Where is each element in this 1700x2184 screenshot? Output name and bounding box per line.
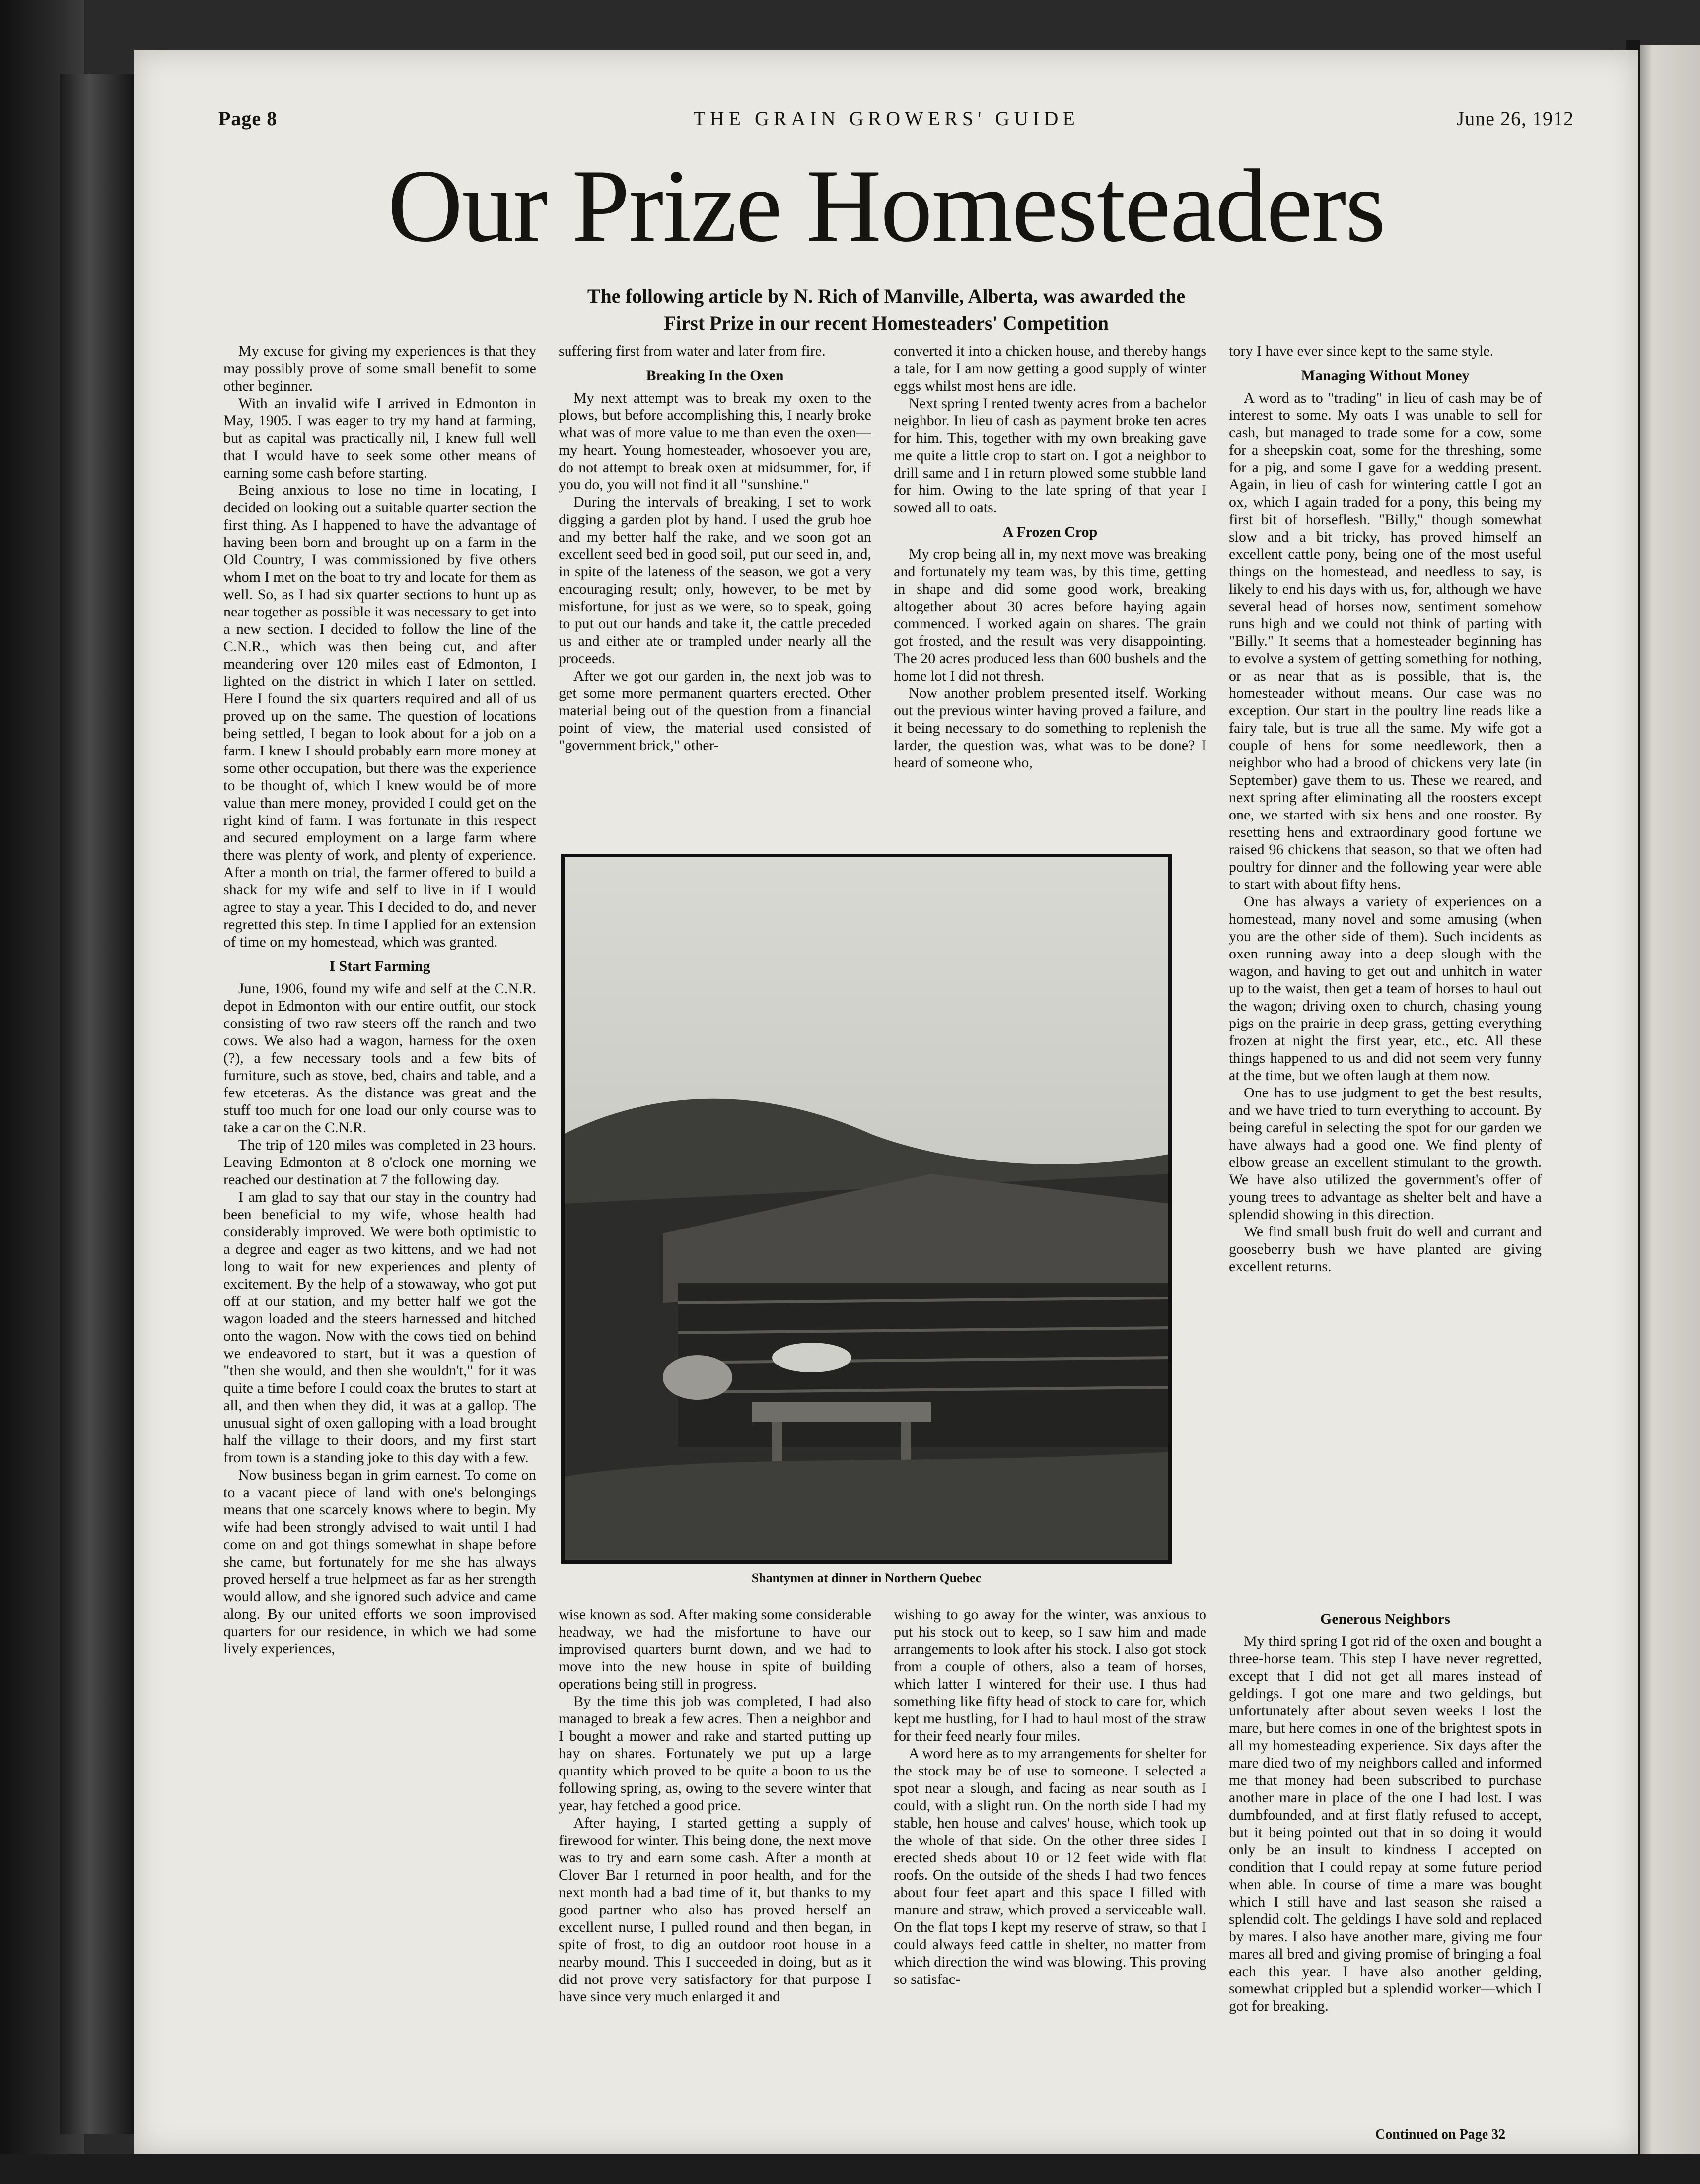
paragraph: wise known as sod. After making some considerable headway, we had the misfortune to have our improvised quarters burnt down, and we had to move into the new house in spite of building operations being still in progress. [559, 1606, 871, 1692]
adjacent-page-edge [1640, 45, 1700, 2154]
section-heading: Generous Neighbors [1320, 1611, 1450, 1627]
paragraph: A word here as to my arrangements for shelter for the stock may be of use to someone. I selected a spot near a slough, and facing as near south as I could, with a slight run. On the north side I had my stable, hen house and calves' house, which took up the whole of that side. On the other three sides I erected sheds about 10 or 12 feet wide with flat roofs. On the outside of the sheds I had two fences about four feet apart and this space I filled with manure and straw, which proved a serviceable wall. On the flat tops I kept my reserve of straw, so that I could always feed cattle in shelter, no matter from which direction the wind was blowing. This proving so satisfac- [894, 1745, 1206, 1987]
subtitle-line-1: The following article by N. Rich of Manville, Alberta, was awarded the [587, 285, 1186, 307]
publication-name: THE GRAIN GROWERS' GUIDE [693, 107, 1079, 130]
column-3-bottom [894, 1606, 1206, 2077]
subtitle-line-2: First Prize in our recent Homesteaders' Competition [663, 312, 1109, 334]
column-2-bottom [559, 1606, 871, 2077]
photo-caption: Shantymen at dinner in Northern Quebec [751, 1571, 982, 1585]
column-4-bottom [1229, 1603, 1542, 2124]
paragraph: tory I have ever since kept to the same style. [1229, 343, 1494, 359]
paragraph: During the intervals of breaking, I set to work digging a garden plot by hand. I used the grub hoe and my better half the rake, and we soon got an excellent seed bed in good soil, put our seed in, and, in spite of the lateness of the season, we got a very encouraging result; only, however, to be met by misfortune, for just as we were, so to speak, going to put out our hands and take it, the cattle preceded us and either ate or trampled under nearly all the proceeds. [559, 494, 871, 667]
column-3-top [894, 342, 1206, 787]
paragraph: One has to use judgment to get the best results, and we have tried to turn everything to account. By being careful in selecting the spot for our garden we have always had a good one. We find plenty of elbow grease an excellent stimulant to the growth. We have also utilized the government's offer of young trees to advantage as shelter belt and have a splendid showing in this direction. [1229, 1085, 1542, 1223]
paragraph: June, 1906, found my wife and self at the C.N.R. depot in Edmonton with our entire outfit, our stock consisting of two raw steers off the ranch and two cows. We also had a wagon, harness for the oxen (?), a few necessary tools and a few bits of furniture, such as stove, bed, chairs and table, and a few etceteras. As the distance was great and the stuff too much for one load our only course was to take a car on the C.N.R. [223, 980, 536, 1136]
paragraph: The trip of 120 miles was completed in 23 hours. Leaving Edmonton at 8 o'clock one morning we reached our destination at 7 the following day. [223, 1137, 536, 1188]
book-binding [60, 74, 134, 2134]
paragraph: My excuse for giving my experiences is that they may possibly prove of some small benefit to some other beginner. [223, 343, 536, 394]
paragraph: wishing to go away for the winter, was anxious to put his stock out to keep, so I saw him and made arrangements to look after his stock. I also got stock from a couple of others, also a team of horses, which latter I wintered for their use. I thus had something like fifty head of stock to care for, which kept me hustling, for I had to haul most of the straw for their feed nearly four miles. [894, 1606, 1206, 1744]
paragraph: A word as to "trading" in lieu of cash may be of interest to some. My oats I was unable to sell for cash, but managed to trade some for a cow, some for a sheepskin coat, some for the threshing, some for a pig, and some I gave for a wedding present. Again, in lieu of cash for wintering cattle I got an ox, which I again traded for a pony, this being my first bit of horseflesh. "Billy," though somewhat slow and a bit tricky, has proved himself an excellent cattle pony, being one of the most useful things on the homestead, and needless to say, is likely to end his days with us, for, although we have several head of horses now, sentiment somehow runs high and we could not think of parting with "Billy." It seems that a homesteader beginning has to evolve a system of getting something for nothing, or as near that as is possible, that is, the homesteader without means. Our case was no exception. Our start in the poultry line reads like a fairy tale, but is true all the same. My wife got a couple of hens for some needlework, then a neighbor who had a brood of chickens very late (in September) gave them to us. These we reared, and next spring after eliminating all the roosters except one, we started with six hens and one rooster. By resetting hens and extraordinary good fortune we raised 96 chickens that season, so that we often had poultry for dinner and the following year were able to start with about fifty hens. [1229, 390, 1542, 892]
article-title: Our Prize Homesteaders [387, 148, 1385, 264]
section-heading: I Start Farming [329, 958, 430, 974]
column-2-top [559, 342, 871, 787]
page-number: Page 8 [218, 107, 278, 130]
section-heading: Breaking In the Oxen [646, 367, 784, 384]
issue-date: June 26, 1912 [1456, 107, 1574, 130]
paragraph: My third spring I got rid of the oxen and bought a three-horse team. This step I have never regretted, except that I did not get all mares instead of geldings. I got one mare and two geldings, but unfortunately after about seven weeks I lost the mare, but here comes in one of the brightest spots in all my homesteading experience. Six days after the mare died two of my neighbors called and informed me that money had been subscribed to purchase another mare in place of the one I had lost. I was dumbfounded, and at first flatly refused to accept, but it being pointed out that in so doing it would only be an insult to kindness I accepted on condition that I could repay at some future period when able. In course of time a mare was bought which I still have and last season she raised a splendid colt. The geldings I have sold and replaced by mares. I also have another mare, giving me four mares all bred and giving promise of bringing a foal each this year. I have also another gelding, somewhat crippled but a splendid worker—which I got for breaking. [1229, 1633, 1542, 2014]
newspaper-page [134, 50, 1638, 2154]
paragraph: One has always a variety of experiences on a homestead, many novel and some amusing (when you are the other side of them). Such incidents as oxen running away into a deep slough with the wagon, and having to get out and unhitch in water up to the waist, then get a team of horses to haul out the wagon; driving oxen to church, chasing young pigs on the prairie in deep grass, getting everything frozen at night the first year, etc., etc. All these things happened to us and did not seem very funny at the time, but we often laugh at them now. [1229, 893, 1542, 1084]
paragraph: My crop being all in, my next move was breaking and fortunately my team was, by this time, getting in shape and did some good work, breaking altogether about 30 acres before haying again commenced. I worked again on shares. The grain got frosted, and the result was very disappointing. The 20 acres produced less than 600 bushels and the home lot I did not thresh. [894, 546, 1206, 684]
paragraph: By the time this job was completed, I had also managed to break a few acres. Then a neighbor and I bought a mower and rake and started putting up hay on shares. Fortunately we put up a large quantity which proved to be quite a boon to us the following spring, as, owing to the severe winter that year, hay fetched a good price. [559, 1693, 871, 1814]
section-heading: A Frozen Crop [1002, 524, 1098, 540]
article-photo [561, 854, 1172, 1564]
column-1 [223, 342, 536, 2115]
paragraph: Now another problem presented itself. Working out the previous winter having proved a failure, and it being necessary to do something to replenish the larder, the question was, what was to be done? I heard of someone who, [894, 685, 1206, 771]
article-subtitle [134, 283, 1638, 337]
paragraph: suffering first from water and later from fire. [559, 343, 826, 359]
paragraph: After haying, I started getting a supply of firewood for winter. This being done, the next move was to try and earn some cash. After a month at Clover Bar I returned in poor health, and for the next month had a bad time of it, but thanks to my good partner who also has proved herself an excellent nurse, I pulled round and then began, in spite of frost, to dig an outdoor root house in a nearby mound. This I succeeded in doing, but as it did not prove very satisfactory for that purpose I have since very much enlarged it and [559, 1815, 871, 2005]
paragraph: We find small bush fruit do well and currant and gooseberry bush we have planted are giving excellent returns. [1229, 1224, 1542, 1275]
paragraph: After we got our garden in, the next job was to get some more permanent quarters erected. Other material being out of the question from a financial point of view, the material used consisted of "government brick," other- [559, 668, 871, 753]
shanty-photo-illustration [564, 856, 1169, 1561]
paragraph: Now business began in grim earnest. To come on to a vacant piece of land with one's belongings means that one scarcely knows where to begin. My wife had been strongly advised to wait until I had come on and got things somewhat in shape before she came, but fortunately for me she has always proved herself a true helpmeet as far as her strength would allow, and she ignored such advice and came along. By our united efforts we soon improvised quarters for our residence, in which we had some lively experiences, [223, 1467, 536, 1657]
paragraph: converted it into a chicken house, and thereby hangs a tale, for I am now getting a good supply of winter eggs whilst most hens are idle. [894, 343, 1206, 394]
column-4-top [1229, 342, 1542, 1598]
continued-note: Continued on Page 32 [1375, 2127, 1506, 2142]
scan-background-bottom [0, 2154, 1700, 2184]
paragraph: My next attempt was to break my oxen to the plows, but before accomplishing this, I nearly broke what was of more value to me than even the oxen—my heart. Young homesteader, whosoever you are, do not attempt to break oxen at midsummer, for, if you do, you will not find it all "sunshine." [559, 390, 871, 493]
paragraph: I am glad to say that our stay in the country had been beneficial to my wife, whose health had considerably improved. We were both optimistic to a degree and eager as two kittens, and we had not long to wait for new experiences and plenty of excitement. By the help of a stowaway, who got put off at our station, and my better half we got the wagon loaded and the steers harnessed and hitched onto the wagon. Now with the cows tied on behind we endeavored to start, but it was a question of "then she would, and then she wouldn't," for it was quite a time before I could coax the brutes to start at all, and then when they did, it was at a gallop. The unusual sight of oxen galloping with a load brought half the village to their doors, and my first start from town is a standing joke to this day with a few. [223, 1189, 536, 1466]
paragraph: Next spring I rented twenty acres from a bachelor neighbor. In lieu of cash as payment broke ten acres for him. This, together with my own breaking gave me quite a little crop to start on. I got a neighbor to drill same and I in return plowed some stubble land for him. Owing to the late spring of that year I sowed all to oats. [894, 395, 1206, 516]
section-heading: Managing Without Money [1301, 367, 1470, 384]
paragraph: Being anxious to lose no time in locating, I decided on looking out a suitable quarter section the first thing. As I happened to have the advantage of having been born and brought up on a farm in the Old Country, I was commissioned by five others whom I met on the boat to try and locate for them as well. So, as I had six quarter sections to hunt up as near together as possible it was necessary to get into a new section. I decided to follow the line of the C.N.R., which was then being cut, and after meandering over 120 miles east of Edmonton, I lighted on the district in which I later on settled. Here I found the six quarters required and all of us proved up on the same. The question of locations being settled, I began to look about for a job on a farm. I knew I should probably earn more money at some other occupation, but there was the experience to be thought of, which I knew would be of more value than mere money, provided I could get on the right kind of farm. I was fortunate in this respect and secured employment on a large farm where there was plenty of work, and plenty of experience. After a month on trial, the farmer offered to build a shack for my wife and self to live in if I would agree to stay a year. This I decided to do, and never regretted this step. In time I applied for an extension of time on my homestead, which was granted. [223, 482, 536, 950]
paragraph: With an invalid wife I arrived in Edmonton in May, 1905. I was eager to try my hand at farming, but as capital was practically nil, I knew full well that I would have to seek some other means of earning some cash before starting. [223, 395, 536, 481]
